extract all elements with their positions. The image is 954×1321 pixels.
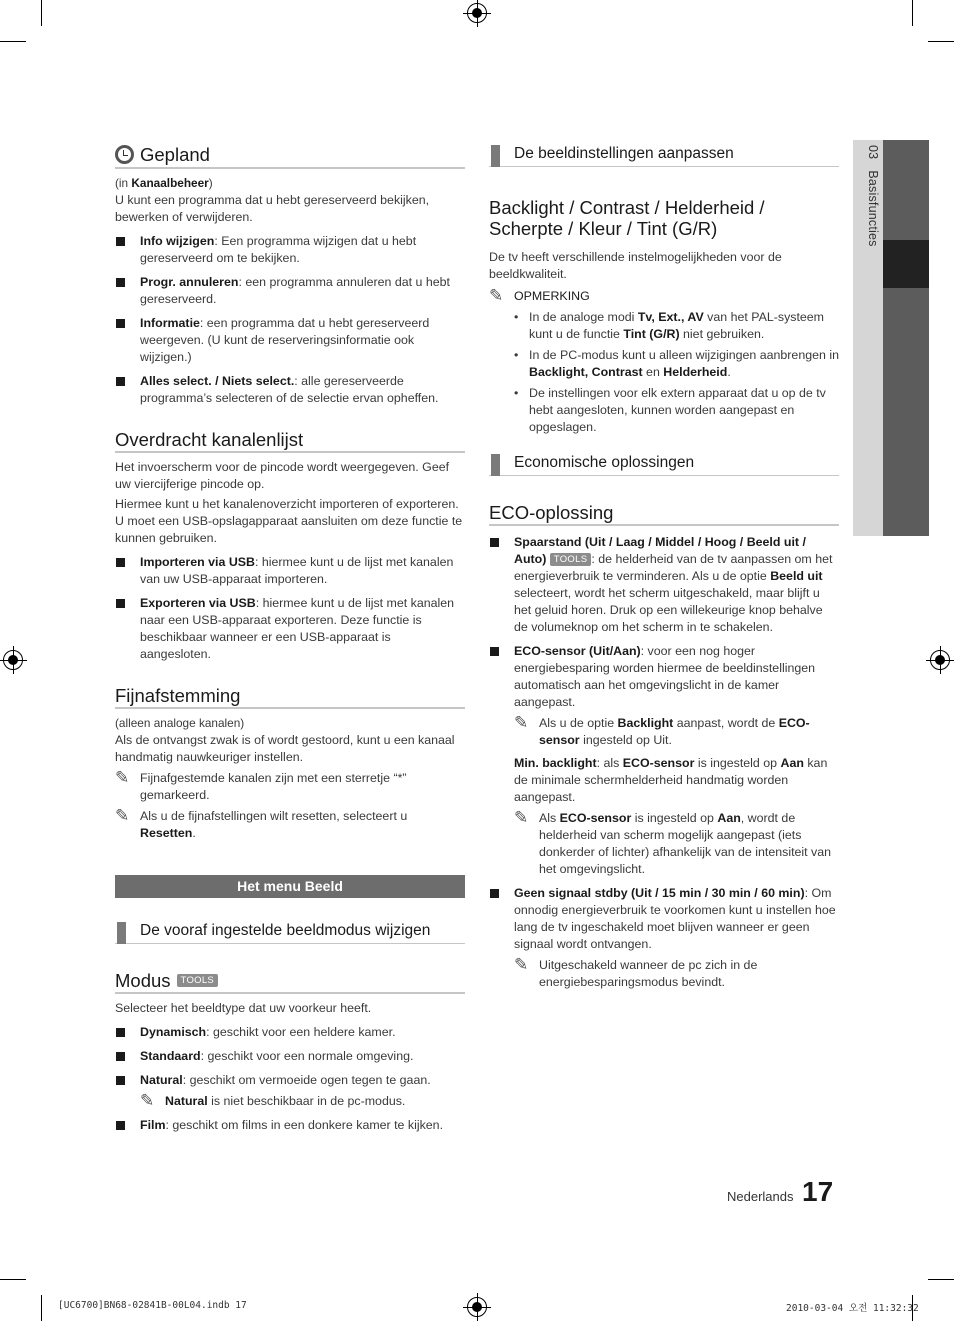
note: ✎ Fijnafgestemde kanalen zijn met een sterretje “*” gemarkeerd. [115, 768, 407, 802]
section-heading-gepland: Gepland [115, 145, 465, 169]
note: ✎ Als ECO-sensor is ingesteld op Aan, wordt de helderheid van scherm mogelijk aangepast (iets donkerder of lichter) afhankelijk van de intensiteit van het omgevingslicht. [514, 808, 832, 876]
note-header: ✎ OPMERKING [489, 286, 590, 305]
list-item: Geen signaal stdby (Uit / 15 min / 30 min / 60 min): Om onnodig energieverbruik te voorkomen kunt u instellen hoe lang de tv ingeschakeld moet blijven wanneer er geen signaal wordt ontvangen. [489, 885, 839, 953]
list-item: Informatie: een programma dat u hebt gereserveerd weergeven. (U kunt de reserveringsinformatie ook wijzigen.) [115, 315, 465, 366]
paragraph: Als de ontvangst zwak is of wordt gestoord, kunt u een kanaal handmatig nauwkeuriger instellen. [115, 733, 455, 764]
subsection-heading: De vooraf ingestelde beeldmodus wijzigen [115, 922, 465, 944]
registration-mark-icon [467, 1297, 487, 1317]
pencil-note-icon: ✎ [489, 286, 504, 305]
paragraph: De tv heeft verschillende instelmogelijkheden voor de beeldkwaliteit. [489, 250, 782, 281]
paragraph: Min. backlight: als ECO-sensor is ingesteld op Aan kan de minimale schermhelderheid handmatig worden aangepast. [514, 756, 828, 804]
list-item: Alles select. / Niets select.: alle gereserveerde programma’s selecteren of de selectie ervan opheffen. [115, 373, 465, 407]
paragraph: Selecteer het beeldtype dat uw voorkeur heeft. [115, 1001, 372, 1015]
registration-mark-icon [467, 3, 487, 23]
pencil-note-icon: ✎ [514, 808, 529, 827]
pencil-note-icon: ✎ [140, 1091, 155, 1110]
bullet-item: • De instellingen voor elk extern apparaat dat u op de tv hebt aangesloten, kunnen worden aangepast en opgeslagen. [489, 385, 839, 436]
crop-mark [928, 1279, 954, 1280]
list-item: Progr. annuleren: een programma annuleren dat u hebt gereserveerd. [115, 274, 465, 308]
subsection-heading: Economische oplossingen [489, 454, 839, 476]
section-heading-modus: Modus TOOLS [115, 972, 465, 994]
note: ✎ Uitgeschakeld wanneer de pc zich in de energiebesparingsmodus bevindt. [514, 955, 758, 989]
list-item: Natural: geschikt om vermoeide ogen tegen te gaan. [115, 1072, 465, 1089]
section-heading-fijnafstemming: Fijnafstemming [115, 687, 465, 709]
crop-mark [912, 0, 913, 26]
crop-mark [41, 1295, 42, 1321]
chapter-title: Basisfuncties [866, 170, 880, 247]
note: ✎ Als u de fijnafstellingen wilt resetten, selecteert u Resetten. [115, 806, 408, 840]
chapter-tab-label [856, 145, 880, 247]
bullet-item: • In de analoge modi Tv, Ext., AV van het PAL-systeem kunt u de functie Tint (G/R) niet gebruiken. [489, 309, 839, 343]
left-column [115, 145, 465, 1134]
chapter-tab-marker [883, 240, 929, 288]
section-heading-overdracht: Overdracht kanalenlijst [115, 431, 465, 453]
list-item: Standaard: geschikt voor een normale omgeving. [115, 1048, 465, 1065]
section-heading-backlight: Backlight / Contrast / Helderheid / Scherpte / Kleur / Tint (G/R) [489, 197, 765, 239]
context-note: (alleen analoge kanalen) [115, 716, 245, 730]
paragraph: Het invoerscherm voor de pincode wordt weergegeven. Geef uw viercijferige pincode op. [115, 460, 450, 491]
list-item: Exporteren via USB: hiermee kunt u de lijst met kanalen naar een USB-apparaat exporteren. Deze functie is beschikbaar wanneer er een USB-apparaat is aangesloten. [115, 595, 465, 663]
context-note: (in Kanaalbeheer) [115, 176, 213, 190]
print-slug-right: 2010-03-04 오전 11:32:32 [786, 1303, 919, 1314]
list-item: Film: geschikt om films in een donkere kamer te kijken. [115, 1117, 465, 1134]
registration-mark-icon [930, 650, 950, 670]
tools-badge-icon: TOOLS [550, 553, 592, 566]
paragraph: Hiermee kunt u het kanalenoverzicht importeren of exporteren. U moet een USB-opslagapparaat aansluiten om deze functie te kunnen gebruiken. [115, 497, 463, 545]
chapter-number: 03 [866, 145, 880, 160]
tools-badge-icon: TOOLS [177, 974, 219, 987]
crop-mark [41, 0, 42, 26]
note: ✎ Als u de optie Backlight aanpast, wordt de ECO-sensor ingesteld op Uit. [514, 713, 810, 747]
list-item: ECO-sensor (Uit/Aan): voor een nog hoger energiebesparing worden hiermee de beeldinstellingen automatisch aan het omgevingslicht in de kamer aangepast. [489, 643, 839, 711]
list-item: Info wijzigen: Een programma wijzigen dat u hebt gereserveerd om te bekijken. [115, 233, 465, 267]
right-column [489, 145, 839, 991]
list-item: Dynamisch: geschikt voor een heldere kamer. [115, 1024, 465, 1041]
crop-mark [928, 41, 954, 42]
subsection-heading: De beeldinstellingen aanpassen [489, 145, 839, 167]
page-number: 17 [802, 1176, 834, 1207]
crop-mark [0, 1279, 26, 1280]
section-heading-eco: ECO-oplossing [489, 504, 839, 526]
footer-language: Nederlands [727, 1189, 794, 1204]
pencil-note-icon: ✎ [514, 713, 529, 732]
paragraph: U kunt een programma dat u hebt gereserveerd bekijken, bewerken of verwijderen. [115, 193, 430, 224]
list-item: Importeren via USB: hiermee kunt u de lijst met kanalen van uw USB-apparaat importeren. [115, 554, 465, 588]
crop-mark [0, 41, 26, 42]
pencil-note-icon: ✎ [115, 806, 130, 825]
bullet-item: • In de PC-modus kunt u alleen wijzigingen aanbrengen in Backlight, Contrast en Helderheid. [489, 347, 839, 381]
chapter-tab-dark [883, 140, 929, 536]
registration-mark-icon [3, 650, 23, 670]
pencil-note-icon: ✎ [514, 955, 529, 974]
clock-icon [115, 145, 134, 164]
print-slug-left: [UC6700]BN68-02841B-00L04.indb 17 [58, 1300, 247, 1311]
pencil-note-icon: ✎ [115, 768, 130, 787]
menu-section-bar: Het menu Beeld [115, 875, 465, 898]
list-item: Spaarstand (Uit / Laag / Middel / Hoog / Beeld uit / Auto) TOOLS : de helderheid van de tv aanpassen om het energieverbruik te verminderen. Als u de optie Beeld uit selecteert, wordt het scherm uitgeschakeld, maar blijft u het geluid horen. Druk op een willekeurige knop behalve de volumeknop om het scherm in te schakelen. [489, 534, 839, 636]
note: ✎ Natural is niet beschikbaar in de pc-modus. [140, 1091, 406, 1110]
